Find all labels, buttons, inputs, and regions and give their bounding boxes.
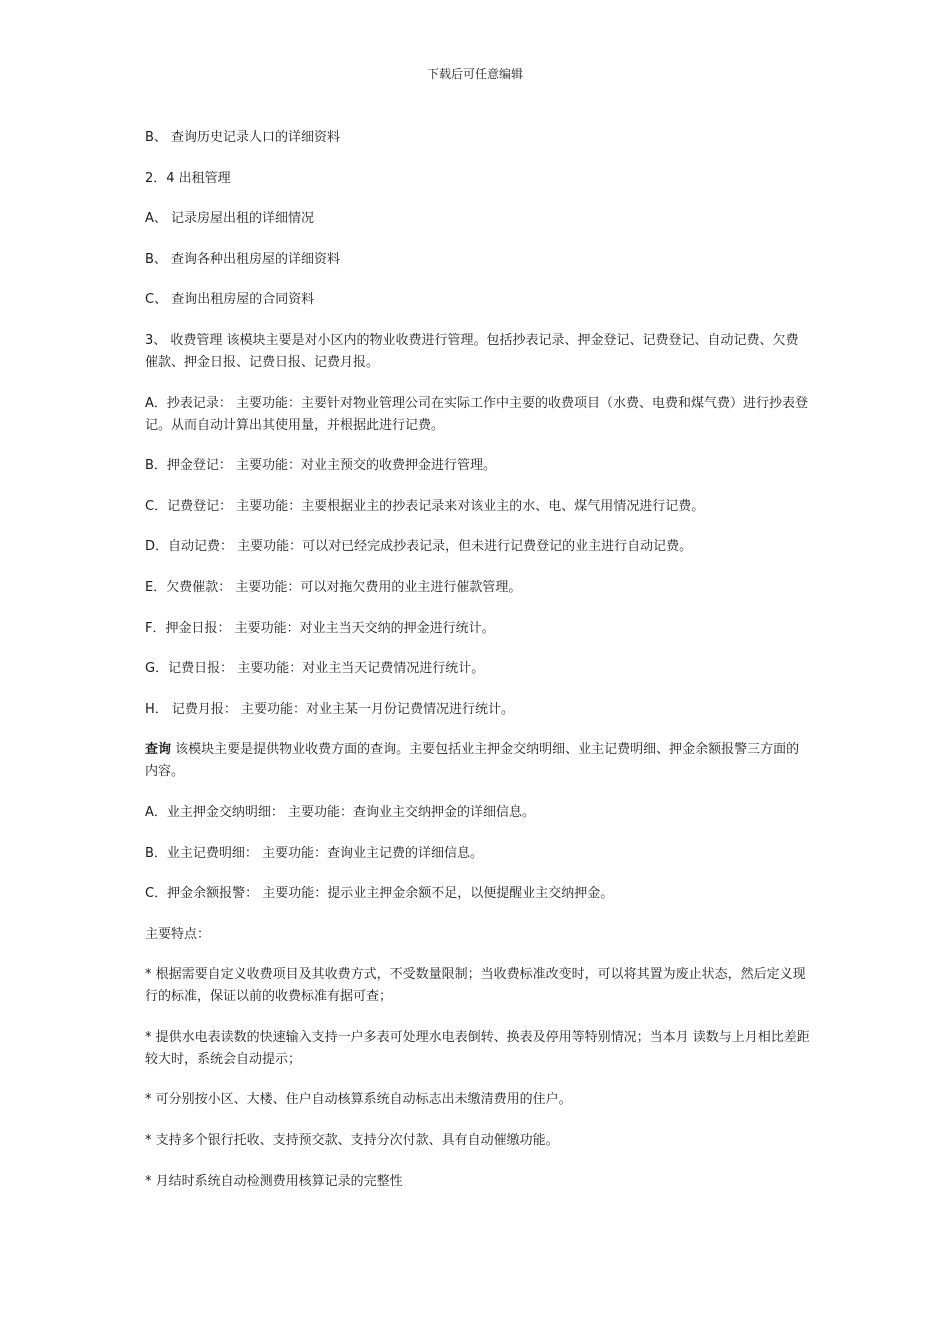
query-text: 该模块主要是提供物业收费方面的查询。主要包括业主押金交纳明细、业主记费明细、押金余额报警三方面的内容。	[145, 742, 800, 780]
section-heading: 2．4 出租管理	[145, 170, 231, 186]
feature-item: * 支持多个银行托收、支持预交款、支持分次付款、具有自动催缴功能。	[145, 1133, 559, 1149]
paragraph: A．抄表记录： 主要功能：主要针对物业管理公司在实际工作中主要的收费项目（水费、电费和煤气费）进行抄表登记。从而自动计算出其使用量，并根据此进行记费。	[145, 395, 809, 433]
feature-item: * 根据需要自定义收费项目及其收费方式，不受数量限制；当收费标准改变时，可以将其置为废止状态，然后定义现行的标准，保证以前的收费标准有据可查；	[145, 967, 806, 1005]
section-paragraph: 3、 收费管理 该模块主要是对小区内的物业收费进行管理。包括抄表记录、押金登记、记费登记、自动记费、欠费催款、押金日报、记费日报、记费月报。	[145, 332, 799, 370]
query-bold-label: 查询	[145, 742, 172, 758]
feature-item: * 月结时系统自动检测费用核算记录的完整性	[145, 1173, 403, 1189]
paragraph: C、 查询出租房屋的合同资料	[145, 292, 315, 308]
feature-item: * 可分别按小区、大楼、住户自动核算系统自动标志出未缴清费用的住户。	[145, 1092, 572, 1108]
paragraph: E．欠费催款： 主要功能：可以对拖欠费用的业主进行催款管理。	[145, 579, 522, 595]
paragraph: B．业主记费明细： 主要功能：查询业主记费的详细信息。	[145, 845, 484, 861]
paragraph: B．押金登记： 主要功能：对业主预交的收费押金进行管理。	[145, 458, 497, 474]
paragraph: F．押金日报： 主要功能：对业主当天交纳的押金进行统计。	[145, 620, 495, 636]
document-body	[145, 127, 810, 1211]
paragraph: H． 记费月报： 主要功能：对业主某一月份记费情况进行统计。	[145, 701, 515, 717]
features-heading: 主要特点：	[145, 926, 211, 942]
paragraph: C．记费登记： 主要功能：主要根据业主的抄表记录来对该业主的水、电、煤气用情况进行记费。	[145, 498, 705, 514]
paragraph: A．业主押金交纳明细： 主要功能：查询业主交纳押金的详细信息。	[145, 804, 536, 820]
feature-item: * 提供水电表读数的快速输入支持一户多表可处理水电表倒转、换表及停用等特别情况；当本月 读数与上月相比差距较大时，系统会自动提示；	[145, 1029, 810, 1067]
query-paragraph	[145, 739, 810, 783]
paragraph: B、 查询历史记录人口的详细资料	[145, 130, 341, 145]
paragraph: A、 记录房屋出租的详细情况	[145, 211, 315, 227]
paragraph: D．自动记费： 主要功能：可以对已经完成抄表记录，但未进行记费登记的业主进行自动记费。	[145, 539, 693, 555]
paragraph: G．记费日报： 主要功能：对业主当天记费情况进行统计。	[145, 661, 485, 677]
paragraph: B、 查询各种出租房屋的详细资料	[145, 251, 341, 267]
page-header: 下载后可任意编辑	[426, 67, 523, 81]
paragraph: C．押金余额报警： 主要功能：提示业主押金余额不足，以便提醒业主交纳押金。	[145, 886, 614, 902]
